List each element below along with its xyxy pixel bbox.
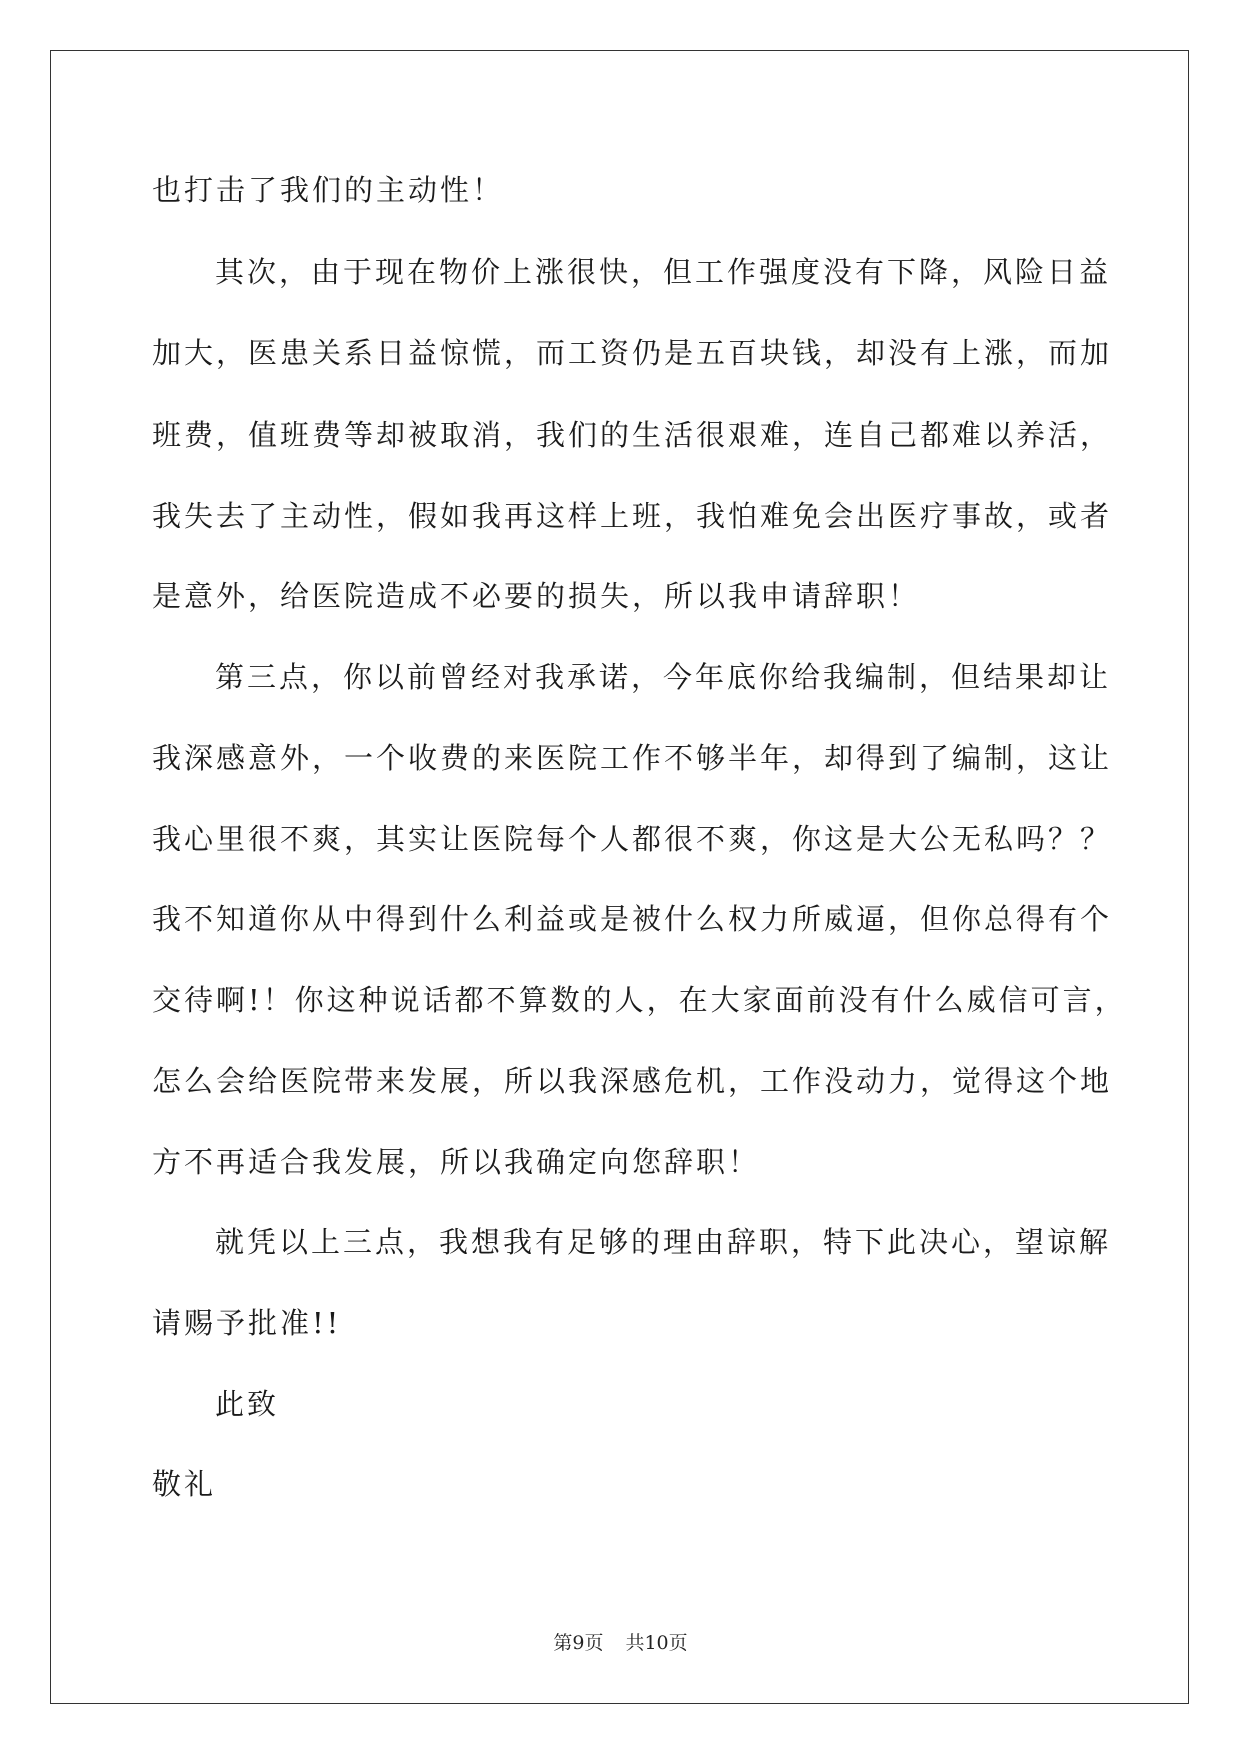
paragraph-line: 第三点，你以前曾经对我承诺，今年底你给我编制，但结果却让	[215, 660, 1112, 694]
text-line: 我失去了主动性，假如我再这样上班，我怕难免会出医疗事故，或者	[152, 499, 1113, 533]
text-line: 我深感意外，一个收费的来医院工作不够半年，却得到了编制，这让	[152, 741, 1113, 775]
paragraph-line: 其次，由于现在物价上涨很快，但工作强度没有下降，风险日益	[215, 255, 1112, 289]
text-line: 也打击了我们的主动性！	[152, 173, 505, 207]
salutation-closing: 此致	[215, 1387, 280, 1421]
page-border	[50, 50, 1189, 1704]
page-number-total: 共10页	[625, 1632, 688, 1654]
text-line: 请赐予批准!!	[152, 1306, 342, 1340]
page-number-current: 第9页	[553, 1632, 604, 1654]
text-line: 是意外，给医院造成不必要的损失，所以我申请辞职！	[152, 579, 921, 613]
text-line: 怎么会给医院带来发展，所以我深感危机，工作没动力，觉得这个地	[152, 1064, 1113, 1098]
paragraph-line: 就凭以上三点，我想我有足够的理由辞职，特下此决心，望谅解	[215, 1225, 1112, 1259]
text-line: 我不知道你从中得到什么利益或是被什么权力所威逼，但你总得有个	[152, 902, 1113, 936]
salutation-respect: 敬礼	[152, 1467, 217, 1501]
text-line: 加大，医患关系日益惊慌，而工资仍是五百块钱，却没有上涨，而加	[152, 336, 1113, 370]
text-line: 方不再适合我发展，所以我确定向您辞职！	[152, 1145, 761, 1179]
text-line: 交待啊!！你这种说话都不算数的人，在大家面前没有什么威信可言，	[152, 983, 1127, 1017]
page-footer	[0, 1628, 1241, 1655]
text-line: 我心里很不爽，其实让医院每个人都很不爽，你这是大公无私吗？？	[152, 822, 1113, 856]
text-line: 班费，值班费等却被取消，我们的生活很艰难，连自己都难以养活，	[152, 418, 1113, 452]
